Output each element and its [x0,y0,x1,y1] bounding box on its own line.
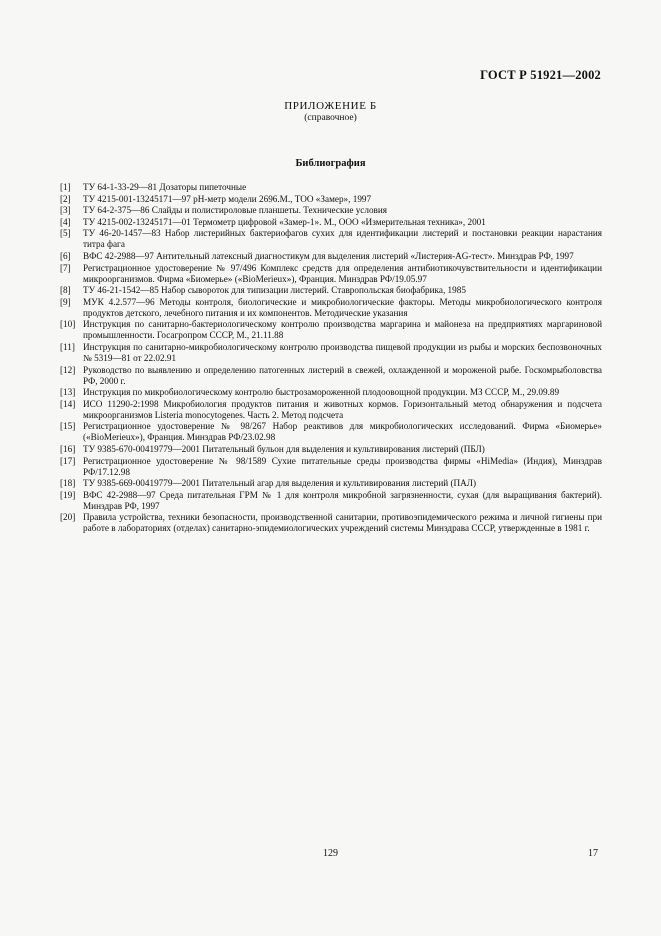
reference-number: [5] [60,228,71,239]
reference-item [60,319,602,341]
reference-number: [8] [60,285,71,296]
reference-text: Регистрационное удостоверение № 98/267 Набор реактивов для микробиологических исследований. Фирма «Биомерье» («BioMerieux»), Франция. Минздрав РФ/23.02.98 [83,421,602,443]
reference-text: ТУ 46-20-1457—83 Набор листерийных бактериофагов сухих для идентификации листерий и постановки реакции нарастания титра фага [83,228,602,250]
reference-item [60,228,602,250]
reference-number: [14] [60,398,76,409]
reference-item [60,444,602,455]
reference-text: ТУ 4215-002-13245171—01 Термометр цифровой «Замер-1». М., ООО «Измерительная техника», 2001 [83,216,486,227]
reference-item [60,251,602,262]
reference-item [60,342,602,364]
reference-number: [12] [60,364,76,375]
reference-item [60,182,602,193]
reference-text: ТУ 9385-669-00419779—2001 Питательный агар для выделения и культивирования листерий (ПАЛ) [83,478,477,489]
reference-number: [3] [60,205,71,216]
reference-number: [20] [60,512,76,523]
reference-number: [18] [60,478,76,489]
reference-item [60,285,602,296]
reference-number: [7] [60,262,71,273]
reference-number: [9] [60,296,71,307]
reference-item [60,263,602,285]
sheet-number: 17 [588,848,598,859]
bibliography-heading: Библиография [295,158,366,169]
reference-text: ТУ 4215-001-13245171—97 pH-метр модели 2696.М., ТОО «Замер», 1997 [83,193,372,204]
page-number: 129 [323,848,338,859]
reference-item [60,297,602,319]
reference-text: Правила устройства, техники безопасности, производственной санитарии, противоэпидемического режима и личной гигиены при работе в лабораториях (отделах) санитарно-эпидемиологических учреждений системы Минздрава СССР, утвержденные в 1981 г. [83,512,602,534]
reference-number: [4] [60,216,71,227]
reference-text: ИСО 11290-2:1998 Микробиология продуктов питания и животных кормов. Горизонтальный метод обнаружения и подсчета микроорганизмов Listeria monocytogenes. Часть 2. Метод подсчета [83,398,602,420]
appendix-subtitle: (справочное) [304,113,357,123]
reference-number: [10] [60,319,76,330]
reference-number: [15] [60,421,76,432]
reference-text: Инструкция по санитарно-бактериологическому контролю производства маргарина и майонеза на предприятиях маргариновой промышленности. Госагропром СССР, М., 21.11.88 [83,319,602,341]
reference-number: [17] [60,455,76,466]
reference-item [60,365,602,387]
reference-item [60,217,602,228]
reference-item [60,478,602,489]
reference-number: [1] [60,182,71,192]
reference-text: ТУ 64-2-375—86 Слайды и полистироловые планшеты. Технические условия [83,205,388,216]
appendix-block [0,100,661,123]
reference-number: [13] [60,387,76,398]
reference-text: Регистрационное удостоверение № 97/496 Комплекс средств для определения антибиотикочувствительности и идентификации микроорганизмов. Фирма «Биомерье» («BioMerieux»), Франция. Минздрав РФ/19.05.97 [83,262,602,284]
reference-text: ВФС 42-2988—97 Среда питательная ГРМ № 1 для контроля микробной загрязненности, сухая (для выращивания бактерий). Минздрав РФ, 1997 [83,489,602,511]
reference-item [60,490,602,512]
reference-item [60,399,602,421]
reference-number: [2] [60,193,71,204]
reference-number: [6] [60,250,71,261]
reference-text: ТУ 9385-670-00419779—2001 Питательный бульон для выделения и культивирования листерий (ПБЛ) [83,443,485,454]
reference-number: [16] [60,443,76,454]
reference-text: Руководство по выявлению и определению патогенных листерий в свежей, охлажденной и мороженой рыбе. Госкомрыболовства РФ, 2000 г. [83,364,602,386]
reference-number: [19] [60,489,76,500]
reference-text: Инструкция по микробиологическому контролю быстрозамороженной плодоовощной продукции. МЗ СССР, М., 29.09.89 [83,387,560,398]
reference-item [60,387,602,398]
reference-text: ВФС 42-2988—97 Антительный латексный диагностикум для выделения листерий «Листерия-AG-тест». Минздрав РФ, 1997 [83,250,574,261]
appendix-title: ПРИЛОЖЕНИЕ Б [284,100,377,112]
reference-item [60,512,602,534]
reference-item [60,421,602,443]
standard-code: ГОСТ Р 51921—2002 [480,68,601,82]
reference-text: Инструкция по санитарно-микробиологическому контролю производства пищевой продукции из рыбы и морских беспозвоночных № 5319—81 от 22.02.91 [83,341,602,363]
reference-text: Регистрационное удостоверение № 98/1589 Сухие питательные среды производства фирмы «HiMedia» (Индия), Минздрав РФ/17.12.98 [83,455,602,477]
reference-list [60,182,602,535]
reference-text: ТУ 64-1-33-29—81 Дозаторы пипеточные [83,182,247,192]
reference-item [60,194,602,205]
reference-text: ТУ 46-21-1542—85 Набор сывороток для типизации листерий. Ставропольская биофабрика, 1985 [83,285,466,296]
reference-number: [11] [60,341,75,352]
reference-item [60,205,602,216]
reference-text: МУК 4.2.577—96 Методы контроля, биологические и микробиологические факторы. Методы микробиологического контроля продуктов детского, лечебного питания и их компонентов. Методические указания [83,296,602,318]
reference-item [60,456,602,478]
